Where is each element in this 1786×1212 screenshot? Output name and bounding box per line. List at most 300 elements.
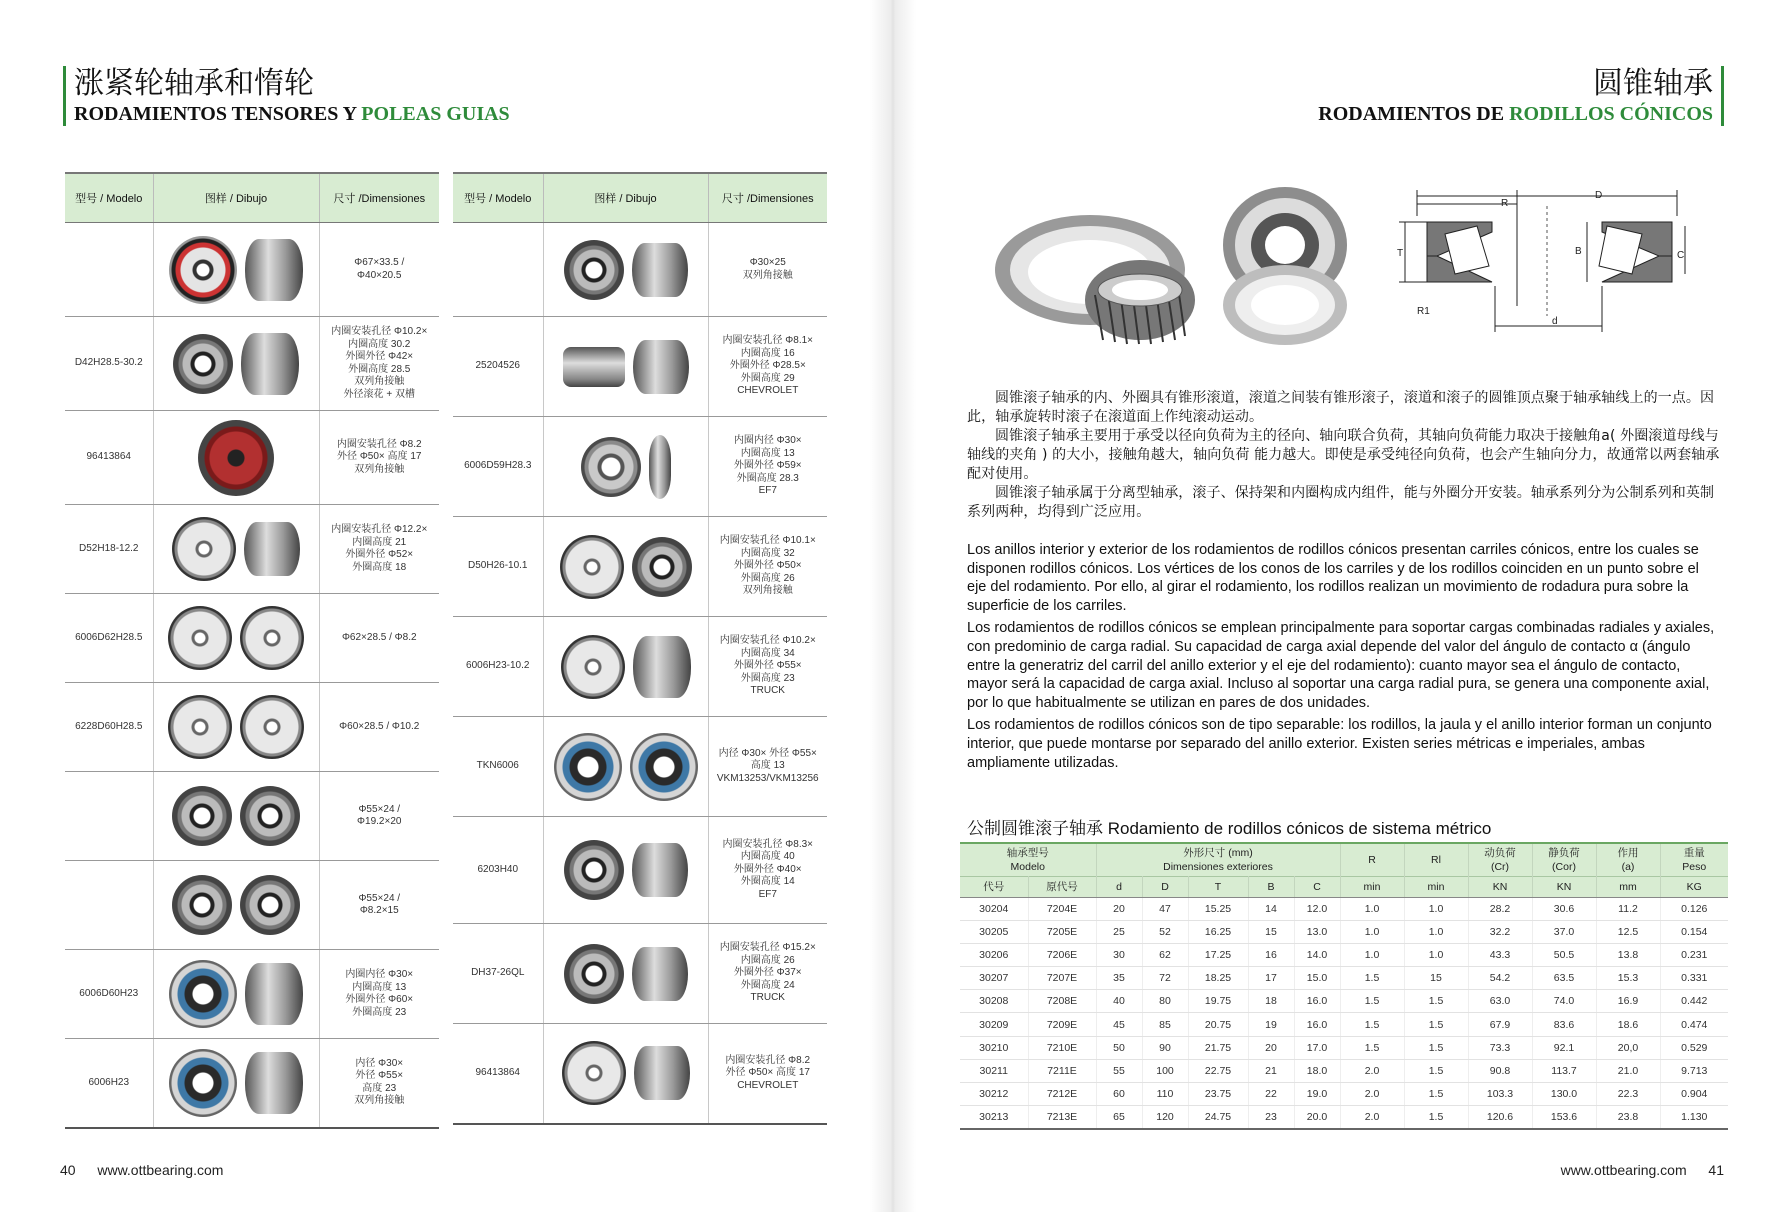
drawing-cell — [153, 223, 319, 317]
table-row — [453, 817, 827, 924]
right-title-zh: 圆锥轴承 — [1593, 66, 1713, 101]
spec-cell: 1.5 — [1340, 967, 1404, 990]
bearing-image — [245, 239, 303, 301]
label-R1: R1 — [1417, 306, 1430, 317]
model-cell: 6006D59H28.3 — [453, 417, 543, 517]
spec-cell: 30205 — [960, 921, 1028, 944]
spec-cell: 1.5 — [1340, 990, 1404, 1013]
spec-cell: 11.2 — [1596, 898, 1660, 921]
spec-cell: 22.3 — [1596, 1082, 1660, 1105]
dimensions-cell: 内圈内径 Φ30× 内圈高度 13 外圈外径 Φ59× 外圈高度 28.3 EF7 — [708, 417, 827, 517]
label-C: C — [1677, 250, 1685, 261]
spec-cell: 19 — [1248, 1013, 1294, 1036]
spec-group-header: 重量 Peso — [1660, 843, 1728, 877]
spec-cell: 20 — [1096, 898, 1142, 921]
spec-cell: 17 — [1248, 967, 1294, 990]
spec-group-header: 静负荷 (Cor) — [1532, 843, 1596, 877]
spec-cell: 7209E — [1028, 1013, 1096, 1036]
spec-cell: 67.9 — [1468, 1013, 1532, 1036]
label-R: R — [1501, 198, 1509, 209]
dimensions-cell: Φ30×25 双列角接触 — [708, 223, 827, 317]
spec-cell: 110 — [1142, 1082, 1188, 1105]
col-drawing — [543, 173, 708, 223]
model-cell — [65, 223, 153, 317]
model-cell: 6203H40 — [453, 817, 543, 924]
bearing-image — [564, 240, 624, 300]
bearing-pictures — [546, 635, 706, 699]
drawing-cell — [543, 924, 708, 1024]
spec-cell: 18.6 — [1596, 1013, 1660, 1036]
table-row — [65, 683, 439, 772]
bearing-image — [172, 786, 232, 846]
model-cell: 25204526 — [453, 317, 543, 417]
spec-cell: 73.3 — [1468, 1036, 1532, 1059]
spec-cell: 18.0 — [1294, 1059, 1340, 1082]
bearing-image — [244, 522, 300, 576]
bearing-image — [632, 243, 688, 297]
bearing-image — [634, 1046, 690, 1100]
spec-cell: 92.1 — [1532, 1036, 1596, 1059]
spec-column-header: T — [1188, 877, 1248, 898]
zh-paragraph-1: 圆锥滚子轴承的内、外圈具有锥形滚道，滚道之间装有锥形滚子，滚道和滚子的圆锥顶点聚于轴承轴线上的一点。因此，轴承旋转时滚子在滚道面上作纯滚动运动。 — [967, 390, 1715, 425]
spec-cell: 0.231 — [1660, 944, 1728, 967]
spec-cell: 60 — [1096, 1082, 1142, 1105]
tensioner-table-2 — [453, 172, 827, 1125]
label-T: T — [1397, 248, 1404, 259]
es-paragraph-3: Los rodamientos de rodillos cónicos son de tipo separable: los rodillos, la jaula y el anillo interior forman un conjunto interior, que puede montarse por separado del anillo exterior. Existen series métricas e imperiales, ambas ampliamente utilizadas. — [967, 717, 1712, 771]
bearing-pictures — [546, 944, 706, 1004]
spec-cell: 153.6 — [1532, 1105, 1596, 1129]
spec-cell: 1.5 — [1340, 1036, 1404, 1059]
spec-cell: 1.0 — [1340, 921, 1404, 944]
spec-cell: 7211E — [1028, 1059, 1096, 1082]
spec-cell: 16.0 — [1294, 990, 1340, 1013]
spec-cell: 2.0 — [1340, 1059, 1404, 1082]
table-row — [453, 924, 827, 1024]
left-title-es — [74, 102, 510, 126]
table-row — [65, 950, 439, 1039]
right-title-es-accent: RODILLOS CÓNICOS — [1509, 103, 1713, 125]
col-dimensions — [708, 173, 827, 223]
table-row — [960, 898, 1728, 921]
bearing-image — [630, 733, 698, 801]
table-row — [960, 967, 1728, 990]
spec-cell: 16.0 — [1294, 1013, 1340, 1036]
spec-cell: 20,0 — [1596, 1036, 1660, 1059]
spec-cell: 80 — [1142, 990, 1188, 1013]
bearing-pictures — [546, 733, 706, 801]
spec-group-header: R — [1340, 843, 1404, 877]
spec-cell: 1.5 — [1340, 1013, 1404, 1036]
spec-cell: 16 — [1248, 944, 1294, 967]
dimensions-cell: 内圈内径 Φ30× 内圈高度 13 外圈外径 Φ60× 外圈高度 23 — [319, 950, 439, 1039]
drawing-cell — [153, 317, 319, 411]
spec-column-header: 原代号 — [1028, 877, 1096, 898]
spec-cell: 7207E — [1028, 967, 1096, 990]
table-row — [453, 417, 827, 517]
col-drawing-es: / Dibujo — [226, 193, 268, 205]
dimensions-cell: 内圈安装孔径 Φ8.1× 内圈高度 16 外圈外径 Φ28.5× 外圈高度 29 CHEVROLET — [708, 317, 827, 417]
drawing-cell — [153, 505, 319, 594]
table-row — [960, 1036, 1728, 1059]
table-row — [453, 223, 827, 317]
spec-cell: 7204E — [1028, 898, 1096, 921]
spec-cell: 65 — [1096, 1105, 1142, 1129]
spec-cell: 12.0 — [1294, 898, 1340, 921]
drawing-cell — [543, 517, 708, 617]
drawing-cell — [543, 817, 708, 924]
spec-cell: 14 — [1248, 898, 1294, 921]
bearing-image — [563, 347, 625, 387]
table-row — [65, 411, 439, 505]
spec-cell: 16.25 — [1188, 921, 1248, 944]
bearing-image — [169, 960, 237, 1028]
spec-cell: 15.25 — [1188, 898, 1248, 921]
dimensions-cell: Φ62×28.5 / Φ8.2 — [319, 594, 439, 683]
spec-cell: 0.474 — [1660, 1013, 1728, 1036]
table-row — [65, 861, 439, 950]
model-cell: 6228D60H28.5 — [65, 683, 153, 772]
zh-paragraph-2: 圆锥滚子轴承主要用于承受以径向负荷为主的径向、轴向联合负荷，其轴向负荷能力取决于接触角a( 外圈滚道母线与轴线的夹角 ) 的大小，接触角越大，轴向负荷 能力越大。即使是承受纯径向负荷，也会产生轴向分力，故通常以两套轴承配对使用。 — [967, 428, 1720, 482]
spec-column-header: mm — [1596, 877, 1660, 898]
spec-cell: 54.2 — [1468, 967, 1532, 990]
table-row — [453, 717, 827, 817]
dimensions-cell: 内圈安装孔径 Φ10.1× 内圈高度 32 外圈外径 Φ50× 外圈高度 26 双列角接触 — [708, 517, 827, 617]
table-row — [65, 772, 439, 861]
drawing-cell — [543, 1024, 708, 1124]
dimensions-cell: Φ55×24 / Φ8.2×15 — [319, 861, 439, 950]
table-row — [960, 990, 1728, 1013]
spec-cell: 130.0 — [1532, 1082, 1596, 1105]
spec-cell: 0.442 — [1660, 990, 1728, 1013]
col-drawing-zh: 图样 — [204, 193, 227, 205]
spec-cell: 90.8 — [1468, 1059, 1532, 1082]
bearing-pictures — [546, 1041, 706, 1105]
metric-spec-table — [960, 842, 1728, 1130]
dimensions-cell: 内圈安装孔径 Φ15.2× 内圈高度 26 外圈外径 Φ37× 外圈高度 24 TRUCK — [708, 924, 827, 1024]
spec-cell: 30206 — [960, 944, 1028, 967]
tensioner-table-1 — [65, 172, 439, 1129]
bearing-image — [633, 340, 689, 394]
col-model-zh: 型号 — [75, 193, 98, 205]
col-dimensions — [319, 173, 439, 223]
bearing-pictures — [156, 420, 317, 496]
dimensions-cell: Φ60×28.5 / Φ10.2 — [319, 683, 439, 772]
bearing-image — [240, 606, 304, 670]
spec-cell: 7212E — [1028, 1082, 1096, 1105]
spec-group-header: 轴承型号 Modelo — [960, 843, 1096, 877]
col-model — [453, 173, 543, 223]
left-website: www.ottbearing.com — [97, 1162, 224, 1178]
col-model — [65, 173, 153, 223]
bearing-image — [561, 635, 625, 699]
col-model-zh: 型号 — [464, 193, 487, 205]
spec-cell: 1.130 — [1660, 1105, 1728, 1129]
bearing-image — [564, 840, 624, 900]
dimensions-cell: Φ67×33.5 / Φ40×20.5 — [319, 223, 439, 317]
bearing-pictures — [156, 1049, 317, 1117]
spec-column-header: min — [1404, 877, 1468, 898]
right-title-es-main: RODAMIENTOS DE — [1318, 103, 1510, 125]
spec-cell: 28.2 — [1468, 898, 1532, 921]
spec-cell: 25 — [1096, 921, 1142, 944]
drawing-cell — [153, 683, 319, 772]
bearing-pictures — [546, 240, 706, 300]
spec-cell: 22 — [1248, 1082, 1294, 1105]
table-row — [960, 1105, 1728, 1129]
bearing-pictures — [156, 786, 317, 846]
model-cell: D42H28.5-30.2 — [65, 317, 153, 411]
bearing-image — [169, 1049, 237, 1117]
bearing-image — [560, 535, 624, 599]
col-drawing-es: / Dibujo — [616, 193, 657, 205]
bearing-image — [240, 786, 300, 846]
spec-cell: 7205E — [1028, 921, 1096, 944]
spec-cell: 1.0 — [1340, 944, 1404, 967]
description-es — [967, 541, 1722, 776]
spec-cell: 23.8 — [1596, 1105, 1660, 1129]
bearing-image — [633, 636, 691, 698]
table-row — [65, 317, 439, 411]
drawing-cell — [543, 617, 708, 717]
drawing-cell — [543, 417, 708, 517]
bearing-image — [581, 437, 641, 497]
label-d: d — [1552, 316, 1558, 327]
right-footer — [1561, 1162, 1724, 1178]
table-row — [453, 317, 827, 417]
model-cell — [453, 223, 543, 317]
spec-cell: 72 — [1142, 967, 1188, 990]
right-page-number: 41 — [1708, 1162, 1724, 1178]
spec-cell: 30213 — [960, 1105, 1028, 1129]
spec-column-header: min — [1340, 877, 1404, 898]
label-D: D — [1595, 190, 1603, 201]
spec-group-header: 作用 (a) — [1596, 843, 1660, 877]
dimensions-cell: 内径 Φ30× 外径 Φ55× 高度 23 双列角接触 — [319, 1039, 439, 1128]
spec-cell: 113.7 — [1532, 1059, 1596, 1082]
col-dimensions-es: /Dimensiones — [355, 193, 426, 205]
table-row — [453, 617, 827, 717]
spec-cell: 32.2 — [1468, 921, 1532, 944]
spec-cell: 21.0 — [1596, 1059, 1660, 1082]
table-row — [960, 1013, 1728, 1036]
spec-cell: 50 — [1096, 1036, 1142, 1059]
spec-cell: 100 — [1142, 1059, 1188, 1082]
table-row — [960, 1059, 1728, 1082]
spec-cell: 20 — [1248, 1036, 1294, 1059]
col-drawing-zh: 图样 — [594, 193, 617, 205]
spec-cell: 13.0 — [1294, 921, 1340, 944]
spec-cell: 1.0 — [1340, 898, 1404, 921]
spec-cell: 30.6 — [1532, 898, 1596, 921]
tapered-bearing-diagram — [1397, 186, 1689, 334]
right-website: www.ottbearing.com — [1560, 1162, 1687, 1178]
spec-cell: 23.75 — [1188, 1082, 1248, 1105]
spec-column-header: KN — [1532, 877, 1596, 898]
zh-paragraph-3: 圆锥滚子轴承属于分离型轴承，滚子、保持架和内圈构成内组件，能与外圈分开安装。轴承系列分为公制系列和英制系列两种，均得到广泛应用。 — [967, 485, 1715, 520]
description-zh — [967, 389, 1722, 522]
col-dimensions-es: /Dimensiones — [743, 193, 814, 205]
spec-cell: 30210 — [960, 1036, 1028, 1059]
model-cell: TKN6006 — [453, 717, 543, 817]
spec-column-header: D — [1142, 877, 1188, 898]
left-title-block — [63, 66, 510, 126]
bearing-image — [241, 333, 299, 395]
spec-cell: 18 — [1248, 990, 1294, 1013]
spec-cell: 52 — [1142, 921, 1188, 944]
spec-cell: 2.0 — [1340, 1082, 1404, 1105]
bearing-image — [198, 420, 274, 496]
drawing-cell — [543, 317, 708, 417]
spec-cell: 9.713 — [1660, 1059, 1728, 1082]
left-title-es-main: RODAMIENTOS TENSORES Y — [74, 103, 362, 125]
spec-cell: 21 — [1248, 1059, 1294, 1082]
dimensions-cell: 内圈安装孔径 Φ8.3× 内圈高度 40 外圈外径 Φ40× 外圈高度 14 EF7 — [708, 817, 827, 924]
model-cell: D50H26-10.1 — [453, 517, 543, 617]
bearing-image — [240, 695, 304, 759]
bearing-pictures — [546, 340, 706, 394]
bearing-image — [168, 695, 232, 759]
spec-cell: 74.0 — [1532, 990, 1596, 1013]
bearing-pictures — [156, 960, 317, 1028]
spec-cell: 0.904 — [1660, 1082, 1728, 1105]
spec-cell: 14.0 — [1294, 944, 1340, 967]
col-dimensions-zh: 尺寸 — [721, 193, 744, 205]
spec-cell: 30212 — [960, 1082, 1028, 1105]
model-cell: D52H18-12.2 — [65, 505, 153, 594]
model-cell — [65, 861, 153, 950]
es-paragraph-1: Los anillos interior y exterior de los rodamientos de rodillos cónicos presentan carriles cónicos, entre los cuales se disponen rodillos cónicos. Los vértices de los conos de los carriles y de los rodillos coinciden en un punto sobre el eje del rodamiento. Por ello, al girar el rodamiento, los rodillos realizan un movimiento de rodadura pura sobre la superficie de los carriles. — [967, 542, 1699, 614]
spec-cell: 20.0 — [1294, 1105, 1340, 1129]
spec-cell: 0.154 — [1660, 921, 1728, 944]
spec-cell: 85 — [1142, 1013, 1188, 1036]
spec-cell: 7213E — [1028, 1105, 1096, 1129]
drawing-cell — [153, 950, 319, 1039]
bearing-image — [172, 875, 232, 935]
drawing-cell — [543, 223, 708, 317]
tapered-bearing-photo — [995, 160, 1355, 360]
spec-cell: 30211 — [960, 1059, 1028, 1082]
bearing-image — [564, 944, 624, 1004]
left-footer — [60, 1162, 223, 1178]
spec-cell: 15.0 — [1294, 967, 1340, 990]
table-row — [960, 944, 1728, 967]
spec-cell: 30208 — [960, 990, 1028, 1013]
drawing-cell — [153, 772, 319, 861]
spec-column-header: B — [1248, 877, 1294, 898]
spec-cell: 120 — [1142, 1105, 1188, 1129]
bearing-image — [169, 236, 237, 304]
left-title-es-accent: POLEAS GUIAS — [361, 103, 510, 125]
table-row — [453, 517, 827, 617]
spec-cell: 90 — [1142, 1036, 1188, 1059]
table-row — [453, 1024, 827, 1124]
bearing-pictures — [156, 517, 317, 581]
spec-cell: 30209 — [960, 1013, 1028, 1036]
table-row — [65, 1039, 439, 1128]
spec-cell: 1.0 — [1404, 898, 1468, 921]
spec-cell: 2.0 — [1340, 1105, 1404, 1129]
bearing-image — [245, 1052, 303, 1114]
spec-group-header: Rl — [1404, 843, 1468, 877]
spec-cell: 1.5 — [1404, 1105, 1468, 1129]
es-paragraph-2: Los rodamientos de rodillos cónicos se emplean principalmente para soportar cargas combinadas radiales y axiales, con predominio de carga radial. Su capacidad de carga axial depende del valor del ángulo de contacto α (ángulo entre la generatriz del carril del anillo exterior y el eje del rodamiento): cuanto mayor sea el ángulo de contacto, mayor será la capacidad de carga axial. Incluso al soportar una carga radial pura, se genera una componente axial, por lo que habitualmente se utilizan en pares de dos unidades. — [967, 620, 1715, 711]
spec-cell: 30204 — [960, 898, 1028, 921]
spec-cell: 19.75 — [1188, 990, 1248, 1013]
metric-table-heading: 公制圆锥滚子轴承 Rodamiento de rodillos cónicos de sistema métrico — [967, 819, 1492, 838]
spec-cell: 17.0 — [1294, 1036, 1340, 1059]
bearing-image — [554, 733, 622, 801]
spec-cell: 1.5 — [1404, 1036, 1468, 1059]
spec-cell: 0.331 — [1660, 967, 1728, 990]
model-cell: 6006H23-10.2 — [453, 617, 543, 717]
dimensions-cell: 内圈安装孔径 Φ8.2 外径 Φ50× 高度 17 双列角接触 — [319, 411, 439, 505]
spec-cell: 1.0 — [1404, 921, 1468, 944]
col-model-es: / Modelo — [97, 193, 143, 205]
model-cell: 96413864 — [65, 411, 153, 505]
spec-cell: 103.3 — [1468, 1082, 1532, 1105]
col-drawing — [153, 173, 319, 223]
bearing-image — [168, 606, 232, 670]
spec-cell: 55 — [1096, 1059, 1142, 1082]
spec-cell: 50.5 — [1532, 944, 1596, 967]
bearing-image — [632, 537, 692, 597]
left-title-zh: 涨紧轮轴承和惰轮 — [74, 66, 314, 101]
bearing-image — [240, 875, 300, 935]
spec-cell: 13.8 — [1596, 944, 1660, 967]
dimensions-cell: Φ55×24 / Φ19.2×20 — [319, 772, 439, 861]
bearing-pictures — [546, 840, 706, 900]
table-row — [65, 594, 439, 683]
table-row — [960, 921, 1728, 944]
spec-cell: 63.5 — [1532, 967, 1596, 990]
label-B: B — [1575, 246, 1582, 257]
spec-cell: 19.0 — [1294, 1082, 1340, 1105]
spec-cell: 15.3 — [1596, 967, 1660, 990]
bearing-pictures — [156, 333, 317, 395]
bearing-image — [632, 947, 688, 1001]
bearing-image — [173, 334, 233, 394]
spec-cell: 1.5 — [1404, 1082, 1468, 1105]
spec-cell: 63.0 — [1468, 990, 1532, 1013]
spec-column-header: KN — [1468, 877, 1532, 898]
spec-cell: 0.126 — [1660, 898, 1728, 921]
spec-cell: 23 — [1248, 1105, 1294, 1129]
dimensions-cell: 内圈安装孔径 Φ12.2× 内圈高度 21 外圈外径 Φ52× 外圈高度 18 — [319, 505, 439, 594]
spec-cell: 1.5 — [1404, 1059, 1468, 1082]
spec-column-header: C — [1294, 877, 1340, 898]
model-cell: 6006H23 — [65, 1039, 153, 1128]
right-title-es — [1318, 102, 1713, 126]
spec-cell: 37.0 — [1532, 921, 1596, 944]
bearing-pictures — [156, 236, 317, 304]
spec-cell: 30207 — [960, 967, 1028, 990]
bearing-image — [562, 1041, 626, 1105]
spec-cell: 35 — [1096, 967, 1142, 990]
spec-cell: 40 — [1096, 990, 1142, 1013]
spec-cell: 47 — [1142, 898, 1188, 921]
table-row — [960, 1082, 1728, 1105]
spec-cell: 16.9 — [1596, 990, 1660, 1013]
model-cell: 6006D62H28.5 — [65, 594, 153, 683]
spec-cell: 24.75 — [1188, 1105, 1248, 1129]
spec-cell: 1.0 — [1404, 944, 1468, 967]
spec-group-header: 动负荷 (Cr) — [1468, 843, 1532, 877]
drawing-cell — [153, 594, 319, 683]
right-title-block — [1318, 66, 1724, 126]
bearing-image — [245, 963, 303, 1025]
spec-cell: 0.529 — [1660, 1036, 1728, 1059]
